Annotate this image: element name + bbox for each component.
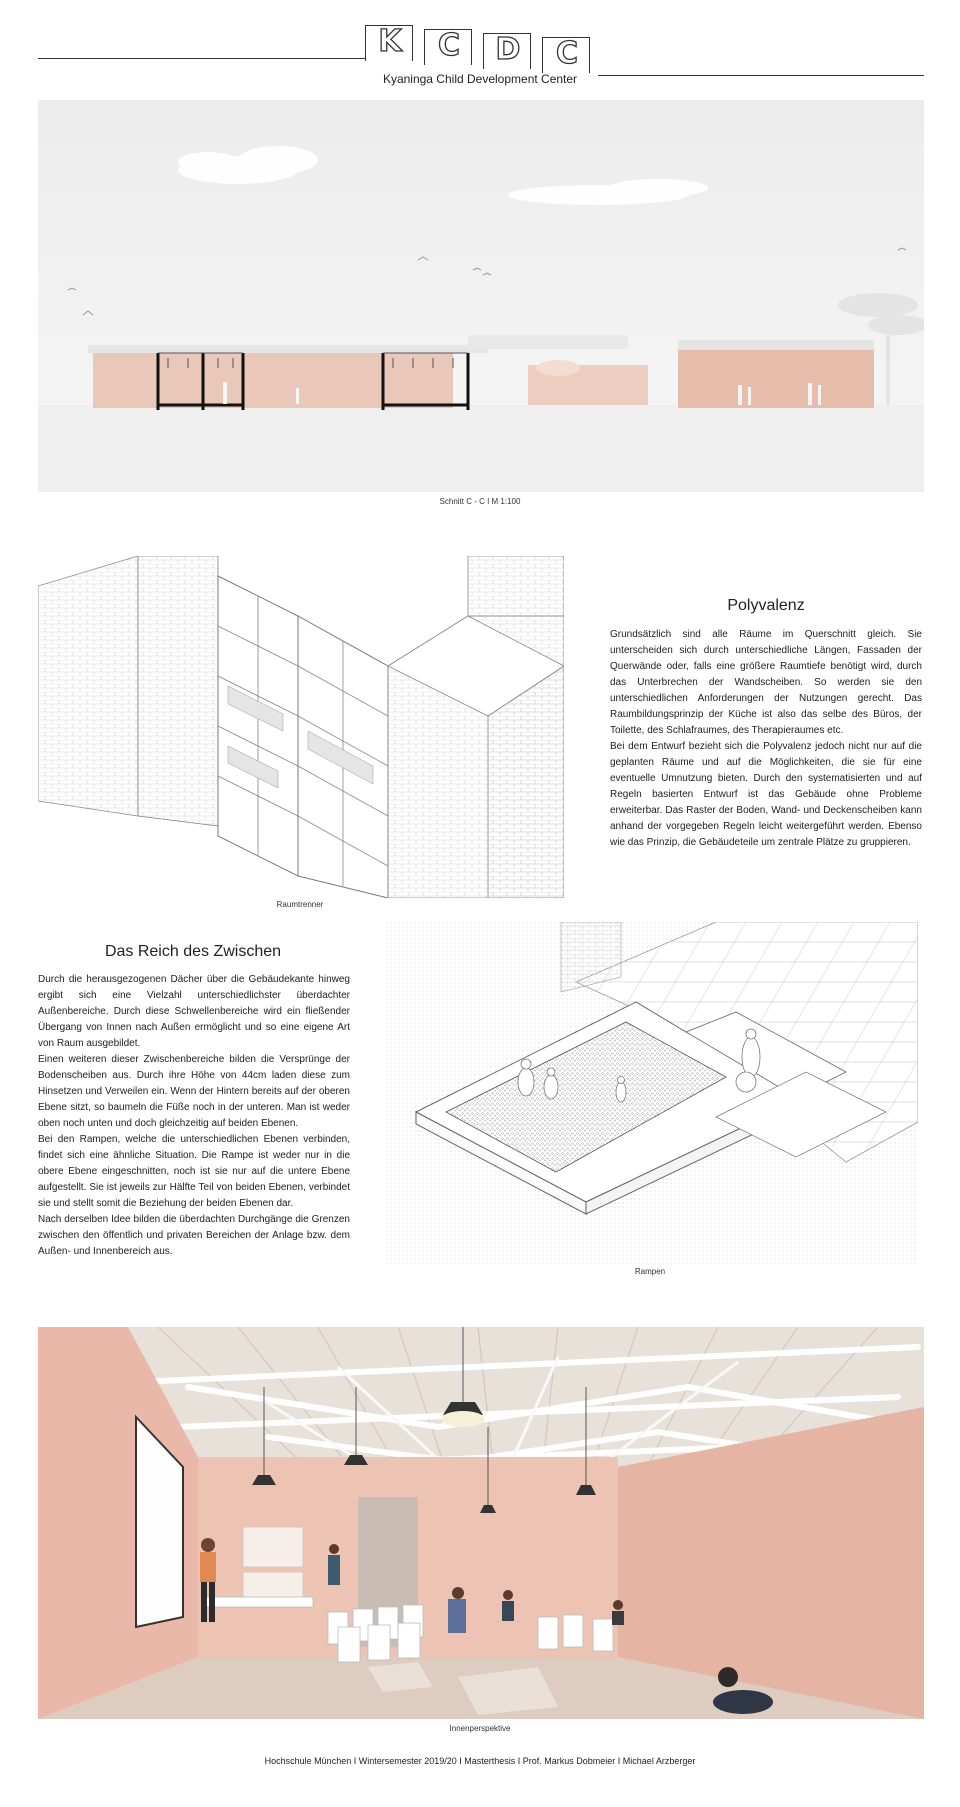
footer-credits: Hochschule München I Wintersemester 2019/20 I Masterthesis I Prof. Markus Dobmeier I Michael Arzberger (264, 1756, 696, 1766)
polyvalenz-text (610, 627, 922, 851)
zwischen-paragraph-1: Durch die herausgezogenen Dächer über die Gebäudekante hinweg ergibt sich eine Vielzahl unterschiedlichster überdachter Außenbereiche. Durch diese Schwellenbereiche wird ein fließender Übergang von Innen nach Außen ermöglicht und so eine eigene Art von Raum ausgebildet. (38, 974, 350, 1049)
polyvalenz-paragraph-1: Grundsätzlich sind alle Räume im Querschnitt gleich. Sie unterscheiden sich durch unterschiedliche Längen, Fassaden der Querwände oder, falls eine größere Raumtiefe benötigt wird, durch das Unterbrechen der Wandscheiben. So werden sie den unterschiedlichen Anforderungen der Nutzungen gerecht. Das Raumbildungsprinzip der Küche ist also das selbe des Büros, der Toilette, des Schlafraumes, des Therapieraumes etc. (610, 629, 922, 736)
polyvalenz-paragraph-2: Bei dem Entwurf bezieht sich die Polyvalenz jedoch nicht nur auf die geplanten Räume und auf die Möglichkeiten, die sie für eine eventuelle Umnutzung bieten. Durch den systematisierten und auf Regeln basierten Entwurf ist das Gebäude ohne Probleme erweiterbar. Das Raster der Boden, Wand- und Deckenscheiben kann anhand der vorgegeben Regeln leicht weitergeführt werden. Ebenso wie das Prinzip, die Gebäudeteile um zentrale Plätze zu gruppieren. (610, 741, 922, 848)
logo-letter-d: D (495, 32, 521, 67)
zwischen-paragraph-3: Bei den Rampen, welche die unterschiedlichen Ebenen verbinden, findet sich eine ähnliche Situation. Die Rampe ist weder nur in die obere Ebene eingeschnitten, noch ist sie nur auf die untere Ebene aufgestellt. Sie ist jeweils zur Hälfte Teil von beiden Ebenen, verbindet sie und stellt somit die Beziehung der beiden Ebenen dar. (38, 1134, 350, 1209)
zwischen-text (38, 972, 350, 1260)
rampen-drawing (386, 922, 918, 1264)
interior-caption: Innenperspektive (449, 1724, 511, 1733)
project-subtitle: Kyaninga Child Development Center (382, 72, 578, 86)
zwischen-title: Das Reich des Zwischen (104, 943, 282, 960)
logo-letter-c2: C (555, 36, 579, 71)
raumtrenner-caption: Raumtrenner (276, 900, 324, 909)
header-rule-left (38, 58, 366, 59)
logo-letter-k: K (378, 24, 402, 59)
polyvalenz-title: Polyvalenz (727, 597, 805, 614)
logo-letter-c1: C (437, 28, 461, 63)
section-caption: Schnitt C - C I M 1:100 (439, 497, 521, 506)
raumtrenner-drawing (38, 556, 564, 898)
zwischen-paragraph-2: Einen weiteren dieser Zwischenbereiche bilden die Versprünge der Bodenscheiben aus. Durch ihre Höhe von 44cm laden diese zum Hinsetzen und Verweilen ein. Wenn der Hintern bereits auf der oberen Ebene sitzt, so baumeln die Füße noch in der unteren. Man ist weder oben noch unten und doch gleichzeitig auf beiden Ebenen. (38, 1054, 350, 1129)
section-drawing (38, 100, 924, 492)
rampen-caption: Rampen (634, 1267, 666, 1276)
interior-perspective (38, 1327, 924, 1719)
zwischen-paragraph-4: Nach derselben Idee bilden die überdachten Durchgänge die Grenzen zwischen den öffentlich und privaten Bereichen der Anlage bzw. dem Außen- und Innenbereich aus. (38, 1214, 350, 1257)
